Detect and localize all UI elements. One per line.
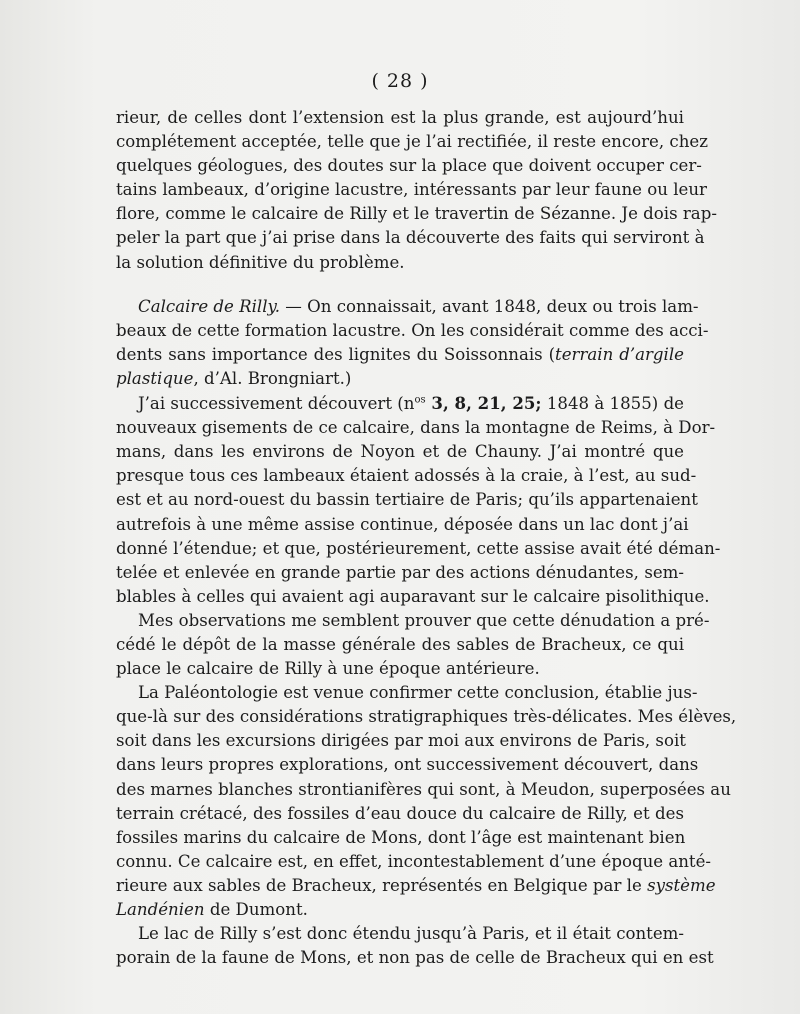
text-line <box>116 874 716 898</box>
text-segment: J’ai successivement découvert (n <box>138 394 415 414</box>
text-line: beaux de cette formation lacustre. On les considérait comme des acci- <box>116 320 709 340</box>
bold-numbers: 3, 8, 21, 25; <box>425 393 542 414</box>
text-line <box>116 343 684 367</box>
text-line: complétement acceptée, telle que je l’ai rectifiée, il reste encore, chez <box>116 132 708 152</box>
text-segment: , d’Al. Brongniart.) <box>193 368 352 388</box>
text-segment: 1848 à 1855) de <box>541 394 685 414</box>
text-line: telée et enlevée en grande partie par des actions dénudantes, sem- <box>116 562 684 582</box>
text-line: Le lac de Rilly s’est donc étendu jusqu’à Paris, et il était contem- <box>138 924 684 944</box>
text-line: La Paléontologie est venue confirmer cette conclusion, établie jus- <box>138 683 698 703</box>
text-line <box>116 898 684 922</box>
text-line: blables à celles qui avaient agi auparavant sur le calcaire pisolithique. <box>116 586 710 606</box>
text-line: rieur, de celles dont l’extension est la plus grande, est aujourd’hui <box>116 108 684 127</box>
text-line: soit dans les excursions dirigées par moi aux environs de Paris, soit <box>116 731 686 751</box>
text-line: que-là sur des considérations stratigraphiques très-délicates. Mes élèves, <box>116 707 737 727</box>
text-line: des marnes blanches strontianifères qui sont, à Meudon, superposées au <box>116 779 731 799</box>
text-segment: dents sans importance des lignites du Soissonnais ( <box>116 344 556 364</box>
page-number: ( 28 ) <box>371 70 429 92</box>
text-line: porain de la faune de Mons, et non pas de celle de Bracheux qui en est <box>116 948 714 968</box>
text-line: place le calcaire de Rilly à une époque antérieure. <box>116 659 540 679</box>
italic-term: Landénien <box>116 900 205 919</box>
text-line: flore, comme le calcaire de Rilly et le travertin de Sézanne. Je dois rap- <box>116 204 717 224</box>
italic-term: plastique <box>116 368 194 388</box>
body-text <box>116 106 737 970</box>
text-line <box>116 295 699 319</box>
text-line: nouveaux gisements de ce calcaire, dans la montagne de Reims, à Dor- <box>116 418 716 438</box>
text-line: la solution définitive du problème. <box>116 252 405 272</box>
text-line: terrain crétacé, des fossiles d’eau douce du calcaire de Rilly, et des <box>116 803 684 823</box>
italic-term: terrain d’argile <box>555 344 684 364</box>
text-line: autrefois à une même assise continue, déposée dans un lac dont j’ai <box>116 514 689 534</box>
text-line: tains lambeaux, d’origine lacustre, intéressants par leur faune ou leur <box>116 180 707 200</box>
text-line <box>116 367 684 391</box>
text-line: quelques géologues, des doutes sur la place que doivent occuper cer- <box>116 156 702 176</box>
text-line: est et au nord-ouest du bassin tertiaire de Paris; qu’ils appartenaient <box>116 490 698 510</box>
text-line: mans, dans les environs de Noyon et de Chauny. J’ai montré que <box>116 442 684 462</box>
text-line: cédé le dépôt de la masse générale des sables de Bracheux, ce qui <box>116 634 684 654</box>
text-line: Mes observations me semblent prouver que cette dénudation a pré- <box>138 610 710 630</box>
text-segment: rieure aux sables de Bracheux, représentés en Belgique par le <box>116 875 648 895</box>
text-line: connu. Ce calcaire est, en effet, incontestablement d’une époque anté- <box>116 851 712 871</box>
text-line <box>116 391 684 416</box>
text-line: dans leurs propres explorations, ont successivement découvert, dans <box>116 755 699 775</box>
text-segment: de Dumont. <box>204 900 308 919</box>
text-line: fossiles marins du calcaire de Mons, dont l’âge est maintenant bien <box>116 827 686 847</box>
text-line: peler la part que j’ai prise dans la découverte des faits qui serviront à <box>116 228 705 248</box>
section-heading: Calcaire de Rilly. <box>138 296 280 316</box>
text-line-rest: — On connaissait, avant 1848, deux ou trois lam- <box>280 296 699 316</box>
text-line: donné l’étendue; et que, postérieurement, cette assise avait été déman- <box>116 538 721 558</box>
italic-term: système <box>647 875 716 895</box>
text-line: presque tous ces lambeaux étaient adossés à la craie, à l’est, au sud- <box>116 466 697 486</box>
superscript: os <box>414 394 426 406</box>
